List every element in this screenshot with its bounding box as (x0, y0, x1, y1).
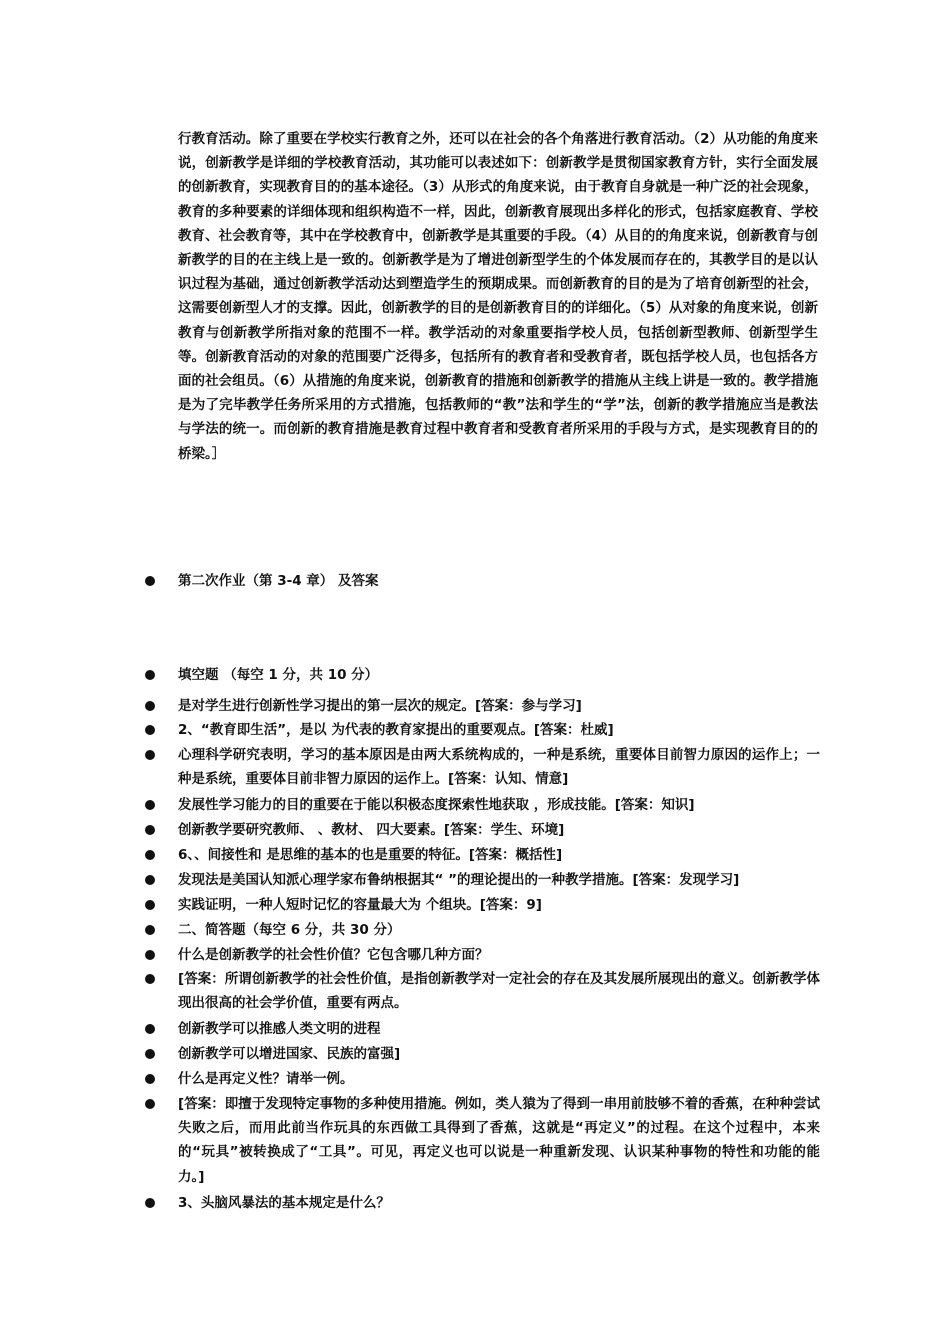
list-item-text: 3、头脑风暴法的基本规定是什么？ (178, 1195, 390, 1211)
bullet-icon (145, 670, 155, 680)
list-item (145, 843, 820, 867)
bullet-icon (145, 900, 155, 910)
bullet-icon (145, 875, 155, 885)
bullet-icon (145, 974, 155, 984)
list-item-text: 创新教学要研究教师、 、教材、 四大要素。[答案：学生、环境] (178, 822, 565, 838)
list-item (145, 918, 820, 942)
list-item-text: 2、“教育即生活”，是以 为代表的教育家提出的重要观点。[答案：杜威] (178, 722, 614, 738)
bullet-icon (145, 800, 155, 810)
list-item-text: 6、、间接性和 是思维的基本的也是重要的特征。[答案：概括性] (178, 847, 563, 863)
bullet-icon (145, 850, 155, 860)
list-item (145, 718, 820, 742)
list-item (145, 793, 820, 817)
list-item-text: 创新教学可以推感人类文明的进程 (178, 1021, 381, 1037)
list-item-text: 二、简答题（每空 6 分，共 30 分） (178, 922, 401, 938)
intro-paragraph: 行教育活动。除了重要在学校实行教育之外，还可以在社会的各个角落进行教育活动。（2）从功能的角度来说，创新教学是详细的学校教育活动，其功能可以表述如下：创新教学是贯彻国家教育方针，实行全面发展的创新教育，实现教育目的的基本途径。（3）从形式的角度来说，由于教育自身就是一种广泛的社会现象，教育的多种要素的详细体现和组织构造不一样，因此，创新教育展现出多样化的形式，包括家庭教育、学校教育、社会教育等，其中在学校教育中，创新教学是其重要的手段。（4）从目的的角度来说，创新教育与创新教学的目的在主线上是一致的。创新教学是为了增进创新型学生的个体发展而存在的，其教学目的是以认识过程为基础，通过创新教学活动达到塑造学生的预期成果。而创新教育的目的是为了培育创新型的社会，这需要创新型人才的支撑。因此，创新教学的目的是创新教育目的的详细化。（5）从对象的角度来说，创新教育与创新教学所指对象的范围不一样。教学活动的对象重要指学校人员，包括创新型教师、创新型学生等。创新教育活动的对象的范围要广泛得多，包括所有的教育者和受教育者，既包括学校人员，也包括各方面的社会组员。（6）从措施的角度来说，创新教育的措施和创新教学的措施从主线上讲是一致的。教学措施是为了完毕教学任务所采用的方式措施，包括教师的“教”法和学生的“学”法，创新的教学措施应当是教法与学法的统一。而创新的教育措施是教育过程中教育者和受教育者所采用的手段与方式，是实现教育目的的桥梁。］ (178, 131, 818, 462)
list-item (145, 1067, 820, 1091)
bullet-icon (145, 950, 155, 960)
list-item-text: 实践证明，一种人短时记忆的容量最大为 个组块。[答案：9] (178, 897, 542, 913)
list-item (145, 663, 820, 687)
bullet-icon (145, 701, 155, 711)
bullet-icon (145, 1198, 155, 1208)
list-item (145, 743, 820, 791)
list-item-text: 创新教学可以增进国家、民族的富强] (178, 1046, 401, 1062)
list-item-text: [答案：所谓创新教学的社会性价值，是指创新教学对一定社会的存在及其发展所展现出的意义。创新教学体现出很高的社会学价值，重要有两点。 (178, 971, 820, 1012)
list-item (145, 818, 820, 842)
list-item (145, 1042, 820, 1066)
list-item (145, 967, 820, 1015)
list-item-text: [答案：即擅于发现特定事物的多种使用措施。例如，类人猿为了得到一串用前肢够不着的香蕉，在种种尝试失败之后，而用此前当作玩具的东西做工具得到了香蕉，这就是“再定义”的过程。在这个过程中，本来的“玩具”被转换成了“工具”。可见，再定义也可以说是一种重新发现、认识某种事物的特性和功能的能力。] (178, 1096, 820, 1185)
list-item-text: 发展性学习能力的目的重要在于能以积极态度探索性地获取 ，形成技能。[答案：知识] (178, 797, 695, 813)
list-item (145, 943, 820, 967)
bullet-icon (145, 825, 155, 835)
bullet-icon (145, 750, 155, 760)
bullet-icon (145, 1099, 155, 1109)
list-item-text: 填空题 （每空 1 分，共 10 分） (178, 667, 379, 683)
list-item (145, 1017, 820, 1041)
section-heading-item (145, 569, 820, 593)
list-item (145, 694, 820, 718)
bullet-icon (145, 576, 155, 586)
bullet-icon (145, 1024, 155, 1034)
list-item-text: 发现法是美国认知派心理学家布鲁纳根据其“ ”的理论提出的一种教学措施。[答案：发现学习] (178, 872, 740, 888)
bullet-icon (145, 1074, 155, 1084)
list-item (145, 868, 820, 892)
list-item-text: 心理科学研究表明，学习的基本原因是由两大系统构成的，一种是系统，重要体目前智力原因的运作上；一种是系统，重要体目前非智力原因的运作上。[答案：认知、情意] (178, 747, 820, 788)
section-heading: 第二次作业（第 3-4 章） 及答案 (178, 573, 379, 589)
bullet-icon (145, 725, 155, 735)
bullet-icon (145, 925, 155, 935)
list-item-text: 是对学生进行创新性学习提出的第一层次的规定。[答案：参与学习] (178, 698, 582, 714)
bullet-icon (145, 1049, 155, 1059)
list-item-text: 什么是创新教学的社会性价值？它包含哪几种方面？ (178, 947, 489, 963)
list-item (145, 893, 820, 917)
list-item-text: 什么是再定义性？请举一例。 (178, 1071, 354, 1087)
list-item (145, 1092, 820, 1189)
list-item (145, 1191, 820, 1215)
